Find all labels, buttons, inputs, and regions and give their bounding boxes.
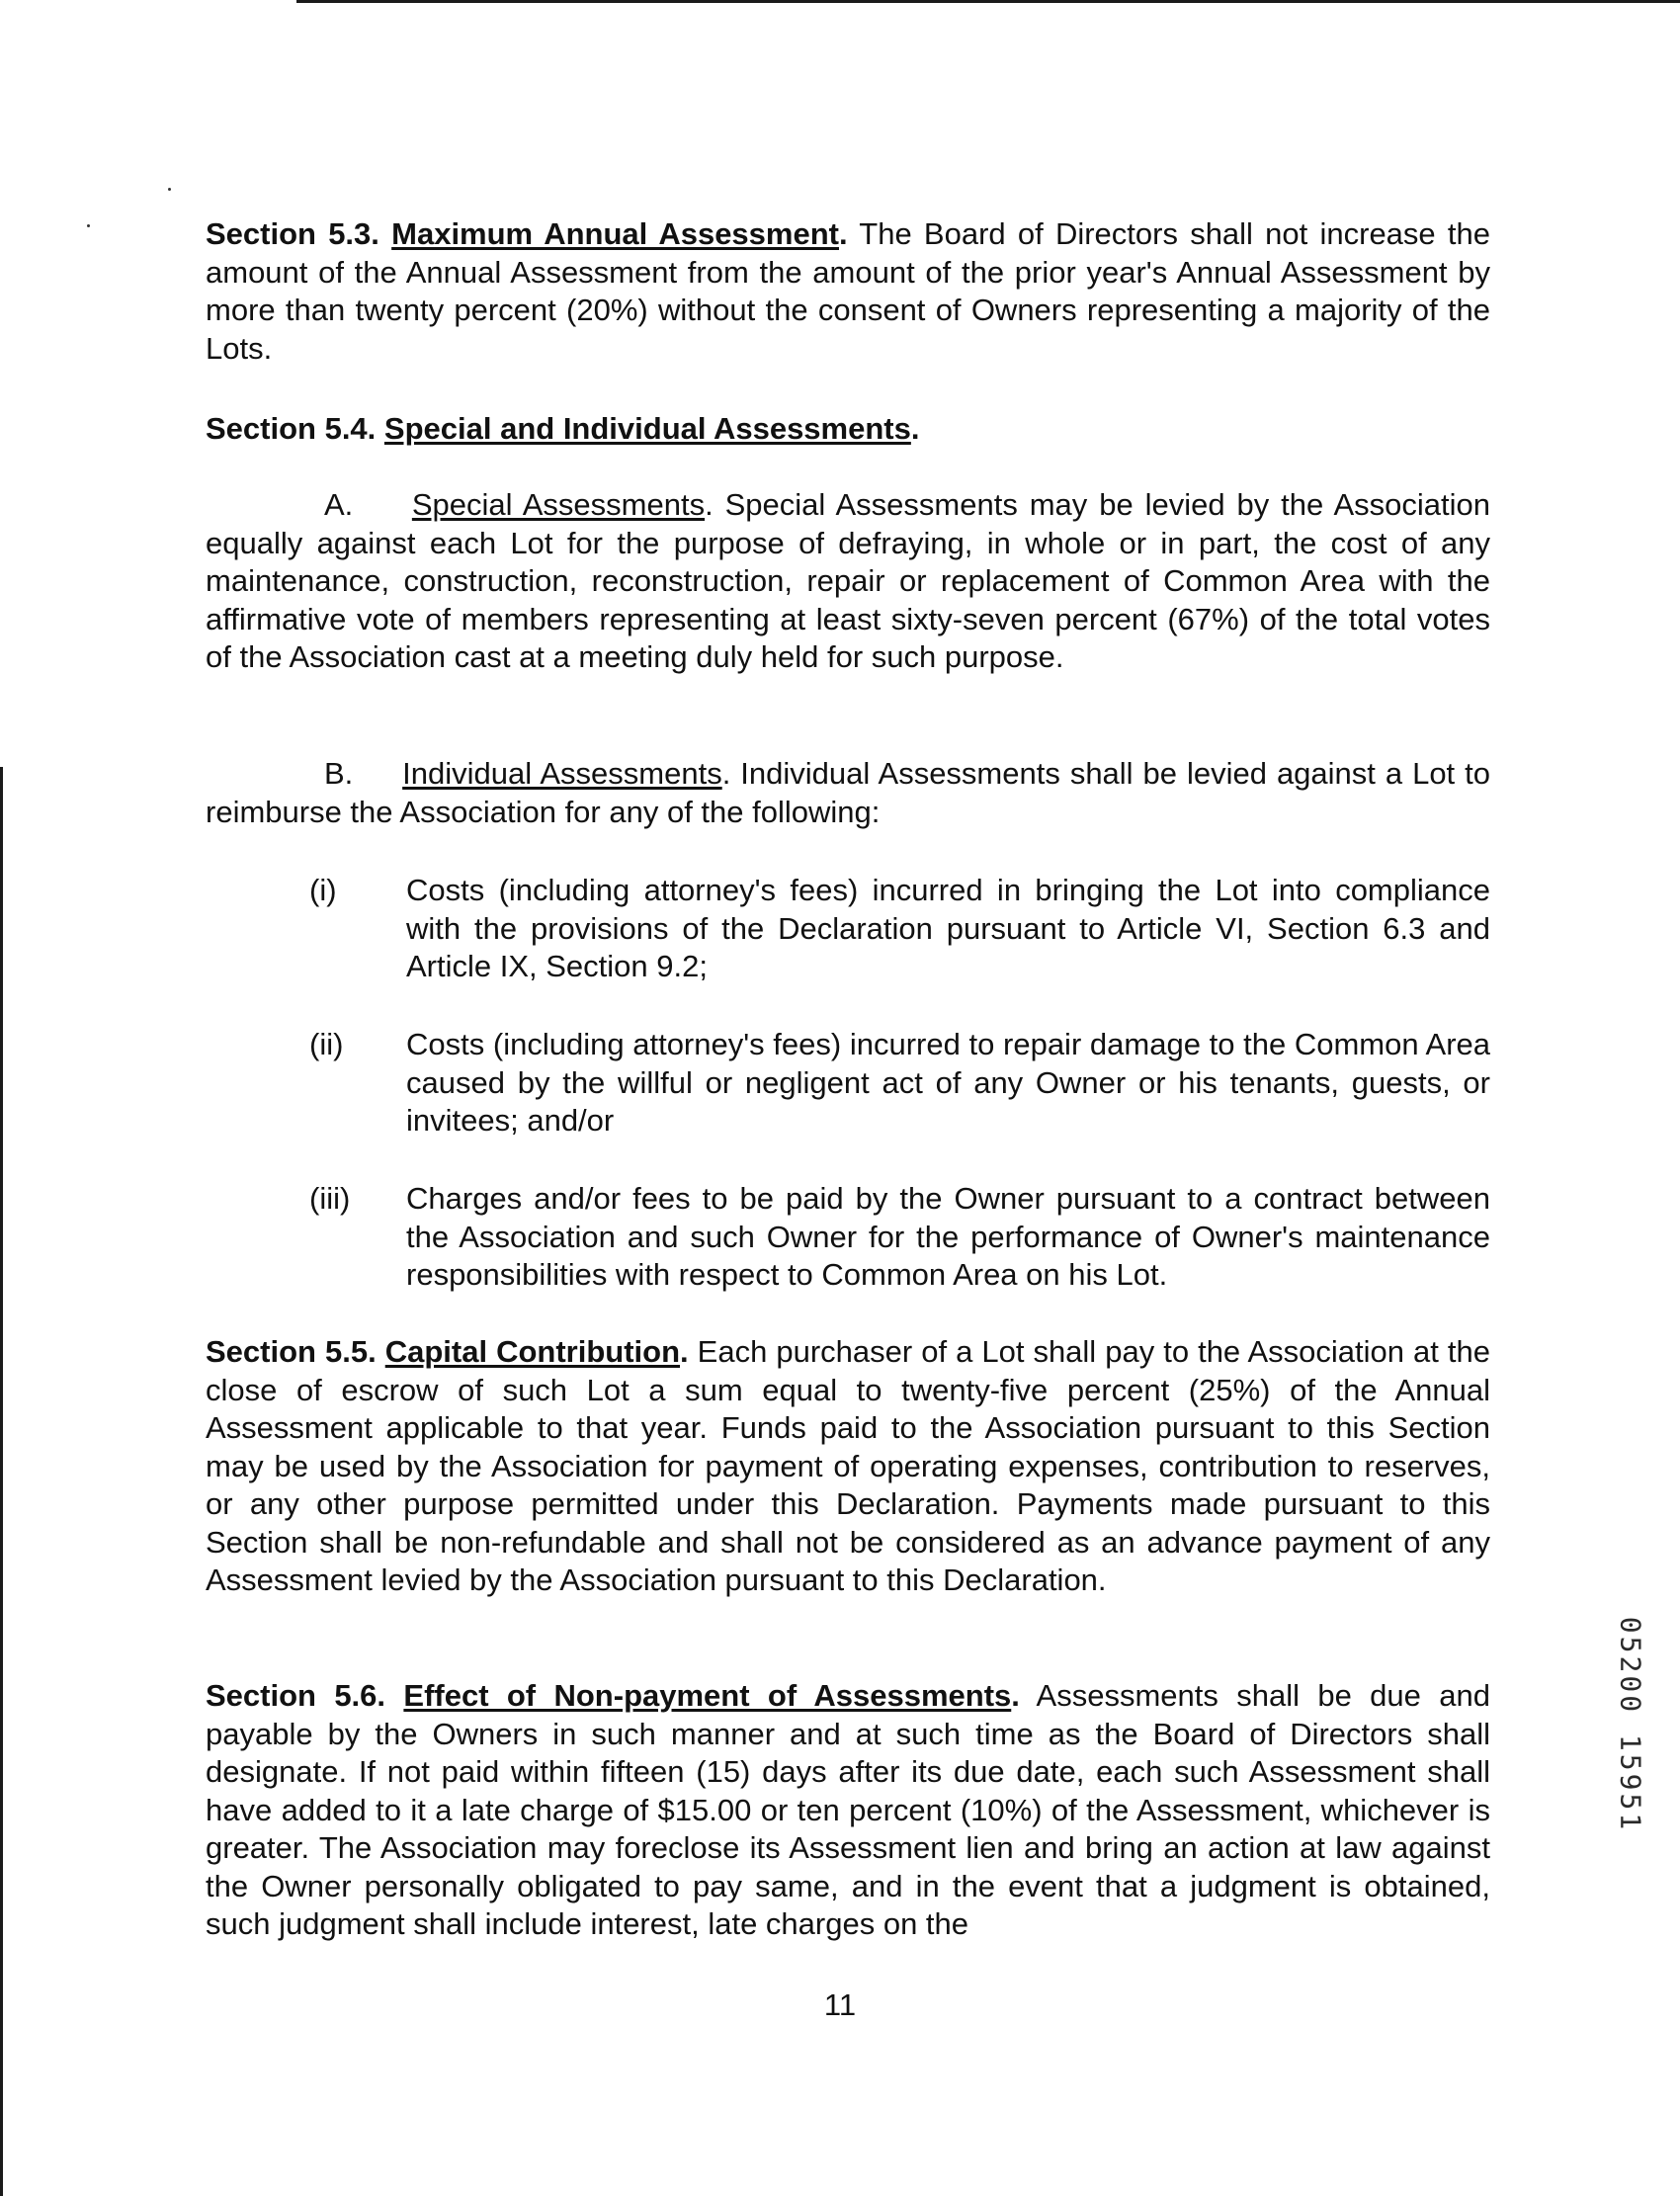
scan-border-top — [296, 0, 1680, 3]
section-5-5-body: Each purchaser of a Lot shall pay to the Association at the close of escrow of such Lot a sum equal to twenty-five percent (25%) of the Annual Assessment applicable to that year. Funds paid to the Association pursuant to this Section may be used by the Association for payment of operating expenses, contribution to reserves, or any other purpose permitted under this Declaration. Payments made pursuant to this Section shall be non-refundable and shall not be considered as an advance payment of any Assessment levied by the Association pursuant to this Declaration. — [206, 1334, 1490, 1597]
list-item: Charges and/or fees to be paid by the Owner pursuant to a contract between the Association and such Owner for the performance of Owner's maintenance responsibilities with respect to Common Area on his Lot. — [406, 1181, 1490, 1292]
paragraph-a-title: Special Assessments — [411, 487, 706, 522]
section-5-4-number: Section 5.4. — [206, 411, 377, 446]
section-5-6-body: Assessments shall be due and payable by the Owners in such manner and at such time as the Board of Directors shall designate. If not paid within fifteen (15) days after its due date, each such Assessment shall have added to it a late charge of $15.00 or ten percent (10%) of the Assessment, whichever is greater. The Association may foreclose its Assessment lien and bring an action at law against the Owner personally obligated to pay same, and in the event that a judgment is obtained, such judgment shall include interest, late charges on the — [206, 1678, 1490, 1941]
paragraph-5-4-a: A. Special Assessments. Special Assessments may be levied by the Association equally against each Lot for the purpose of defraying, in whole or in part, the cost of any maintenance, construction, reconstruction, repair or replacement of Common Area with the affirmative vote of members representing at least sixty-seven percent (67%) of the total votes of the Association cast at a meeting duly held for such purpose. — [206, 487, 1490, 674]
section-5-6-title: Effect of Non-payment of Assessments — [403, 1678, 1012, 1713]
scan-speck — [87, 224, 90, 227]
section-5-5-title: Capital Contribution — [384, 1334, 681, 1369]
section-5-4-title: Special and Individual Assessments — [383, 411, 911, 446]
section-5-3-number: Section 5.3. — [206, 216, 379, 251]
paragraph-b-body: Individual Assessments shall be levied against a Lot to reimburse the Association for any of the following: — [206, 756, 1490, 829]
paragraph-b-title: Individual Assessments — [402, 756, 722, 791]
paragraph-b-label: B. — [324, 756, 354, 791]
section-5-6: Section 5.6. Effect of Non-payment of Assessments. Assessments shall be due and payable by the Owners in such manner and at such time as the Board of Directors shall designate. If not paid within fifteen (15) days after its due date, each such Assessment shall have added to it a late charge of $15.00 or ten percent (10%) of the Assessment, whichever is greater. The Association may foreclose its Assessment lien and bring an action at law against the Owner personally obligated to pay same, and in the event that a judgment is obtained, such judgment shall include interest, late charges on the — [206, 1678, 1490, 1941]
document-stamp — [1601, 1591, 1660, 1858]
scan-border-left — [0, 767, 3, 2196]
page-number: 11 — [823, 1987, 857, 2022]
paragraph-a-body: Special Assessments may be levied by the Association equally against each Lot for the purpose of defraying, in whole or in part, the cost of any maintenance, construction, reconstruction, repair or replacement of Common Area with the affirmative vote of members representing at least sixty-seven percent (67%) of the total votes of the Association cast at a meeting duly held for such purpose. — [206, 487, 1490, 674]
section-5-5-number: Section 5.5. — [206, 1334, 377, 1369]
list-item-label: (iii) — [309, 1181, 351, 1216]
section-5-5: Section 5.5. Capital Contribution. Each purchaser of a Lot shall pay to the Association at the close of escrow of such Lot a sum equal to twenty-five percent (25%) of the Annual Assessment applicable to that year. Funds paid to the Association pursuant to this Section may be used by the Association for payment of operating expenses, contribution to reserves, or any other purpose permitted under this Declaration. Payments made pursuant to this Section shall be non-refundable and shall not be considered as an advance payment of any Assessment levied by the Association pursuant to this Declaration. — [206, 1334, 1490, 1597]
section-5-3-body: The Board of Directors shall not increase the amount of the Annual Assessment from the amount of the prior year's Annual Assessment by more than twenty percent (20%) without the consent of Owners representing a majority of the Lots. — [206, 216, 1490, 366]
scan-speck — [168, 188, 171, 191]
list-item: Costs (including attorney's fees) incurred in bringing the Lot into compliance with the provisions of the Declaration pursuant to Article VI, Section 6.3 and Article IX, Section 9.2; — [406, 873, 1490, 983]
list-item: Costs (including attorney's fees) incurred to repair damage to the Common Area caused by the willful or negligent act of any Owner or his tenants, guests, or invitees; and/or — [406, 1027, 1490, 1138]
section-5-4-heading: Section 5.4. Special and Individual Assessments. — [206, 411, 920, 446]
paragraph-a-label: A. — [324, 487, 354, 522]
list-item-label: (i) — [309, 873, 337, 907]
section-5-3-title: Maximum Annual Assessment — [391, 216, 839, 251]
section-5-3: Section 5.3. Maximum Annual Assessment. The Board of Directors shall not increase the amount of the Annual Assessment from the amount of the prior year's Annual Assessment by more than twenty percent (20%) without the consent of Owners representing a majority of the Lots. — [206, 216, 1490, 366]
section-5-6-number: Section 5.6. — [206, 1678, 386, 1713]
paragraph-5-4-b: B. Individual Assessments. Individual Assessments shall be levied against a Lot to reimburse the Association for any of the following: — [206, 756, 1490, 829]
document-stamp-text: 05200 15951 — [1614, 1616, 1647, 1833]
list-item-label: (ii) — [309, 1027, 344, 1061]
